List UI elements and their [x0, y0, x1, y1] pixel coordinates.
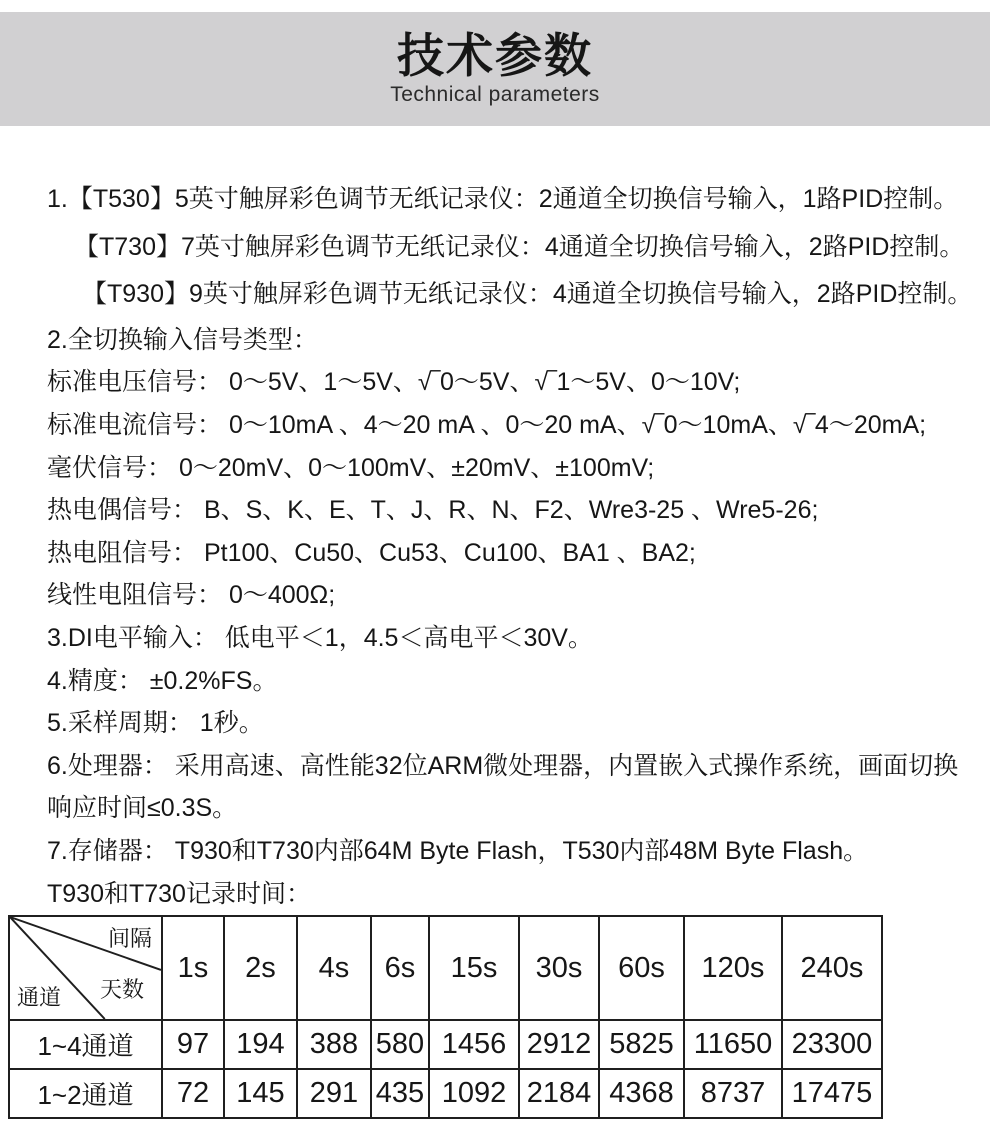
- table-cell: 23300: [782, 1020, 882, 1069]
- corner-label-channel: 通道: [17, 985, 62, 1011]
- spec-list: [0, 126, 990, 915]
- table-row: [9, 1069, 882, 1118]
- page: [0, 12, 990, 1119]
- spec-line-millivolt: 毫伏信号： 0～20mV、0～100mV、±20mV、±100mV;: [47, 453, 655, 482]
- table-cell: 2184: [519, 1069, 599, 1118]
- interval-header-2s: 2s: [224, 916, 297, 1020]
- spec-line-current: 标准电流信号： 0～10mA 、4～20 mA 、0～20 mA、√‾0～10mA、√‾4～20mA;: [47, 410, 927, 439]
- spec-line-processor: 6.处理器： 采用高速、高性能32位ARM微处理器，内置嵌入式操作系统，画面切换: [47, 751, 959, 780]
- table-cell: 291: [297, 1069, 371, 1118]
- row-label-1-2-channels: 1~2通道: [9, 1069, 162, 1118]
- table-header-row: [9, 916, 882, 1020]
- spec-line-linear-resistance: 线性电阻信号： 0～400Ω;: [47, 581, 336, 610]
- spec-line-di-level: 3.DI电平输入： 低电平＜1，4.5＜高电平＜30V。: [47, 623, 593, 652]
- table-cell: 145: [224, 1069, 297, 1118]
- table-cell: 5825: [599, 1020, 684, 1069]
- table-cell: 97: [162, 1020, 224, 1069]
- spec-line-voltage: 标准电压信号： 0～5V、1～5V、√‾0～5V、√‾1～5V、0～10V;: [47, 368, 741, 397]
- spec-line-t530: 1.【T530】5英寸触屏彩色调节无纸记录仪：2通道全切换信号输入，1路PID控制。: [47, 185, 959, 213]
- interval-header-120s: 120s: [684, 916, 782, 1020]
- table-cell: 4368: [599, 1069, 684, 1118]
- table-corner-cell: [9, 916, 162, 1020]
- spec-line-thermocouple: 热电偶信号： B、S、K、E、T、J、R、N、F2、Wre3-25 、Wre5-26;: [47, 496, 819, 525]
- table-cell: 11650: [684, 1020, 782, 1069]
- interval-header-30s: 30s: [519, 916, 599, 1020]
- interval-header-15s: 15s: [429, 916, 519, 1020]
- spec-line-rtd: 热电阻信号： Pt100、Cu50、Cu53、Cu100、BA1 、BA2;: [47, 538, 696, 567]
- spec-line-signal-types: 2.全切换输入信号类型：: [47, 325, 318, 354]
- table-cell: 580: [371, 1020, 429, 1069]
- interval-header-60s: 60s: [599, 916, 684, 1020]
- interval-header-240s: 240s: [782, 916, 882, 1020]
- table-cell: 1092: [429, 1069, 519, 1118]
- table-cell: 1456: [429, 1020, 519, 1069]
- page-title: 技术参数: [397, 29, 593, 83]
- table-cell: 2912: [519, 1020, 599, 1069]
- record-time-table: [8, 915, 883, 1119]
- corner-label-days: 天数: [99, 977, 144, 1003]
- row-label-1-4-channels: 1~4通道: [9, 1020, 162, 1069]
- table-cell: 8737: [684, 1069, 782, 1118]
- interval-header-1s: 1s: [162, 916, 224, 1020]
- spec-line-sampling: 5.采样周期： 1秒。: [47, 709, 264, 738]
- spec-line-record-time-caption: T930和T730记录时间：: [47, 879, 311, 908]
- corner-label-interval: 间隔: [107, 926, 152, 952]
- table-cell: 388: [297, 1020, 371, 1069]
- spec-line-storage: 7.存储器： T930和T730内部64M Byte Flash，T530内部48M Byte Flash。: [47, 836, 869, 865]
- spec-line-accuracy: 4.精度： ±0.2%FS。: [47, 666, 278, 695]
- table-cell: 72: [162, 1069, 224, 1118]
- interval-header-4s: 4s: [297, 916, 371, 1020]
- table-cell: 194: [224, 1020, 297, 1069]
- spec-line-t730: 【T730】7英寸触屏彩色调节无纸记录仪：4通道全切换信号输入，2路PID控制。: [74, 232, 965, 261]
- page-subtitle: Technical parameters: [390, 82, 600, 106]
- table-cell: 435: [371, 1069, 429, 1118]
- spec-line-processor-cont: 响应时间≤0.3S。: [47, 794, 238, 823]
- spec-line-t930: 【T930】9英寸触屏彩色调节无纸记录仪：4通道全切换信号输入，2路PID控制。: [82, 280, 973, 309]
- title-banner: [0, 12, 990, 126]
- table-cell: 17475: [782, 1069, 882, 1118]
- table-row: [9, 1020, 882, 1069]
- interval-header-6s: 6s: [371, 916, 429, 1020]
